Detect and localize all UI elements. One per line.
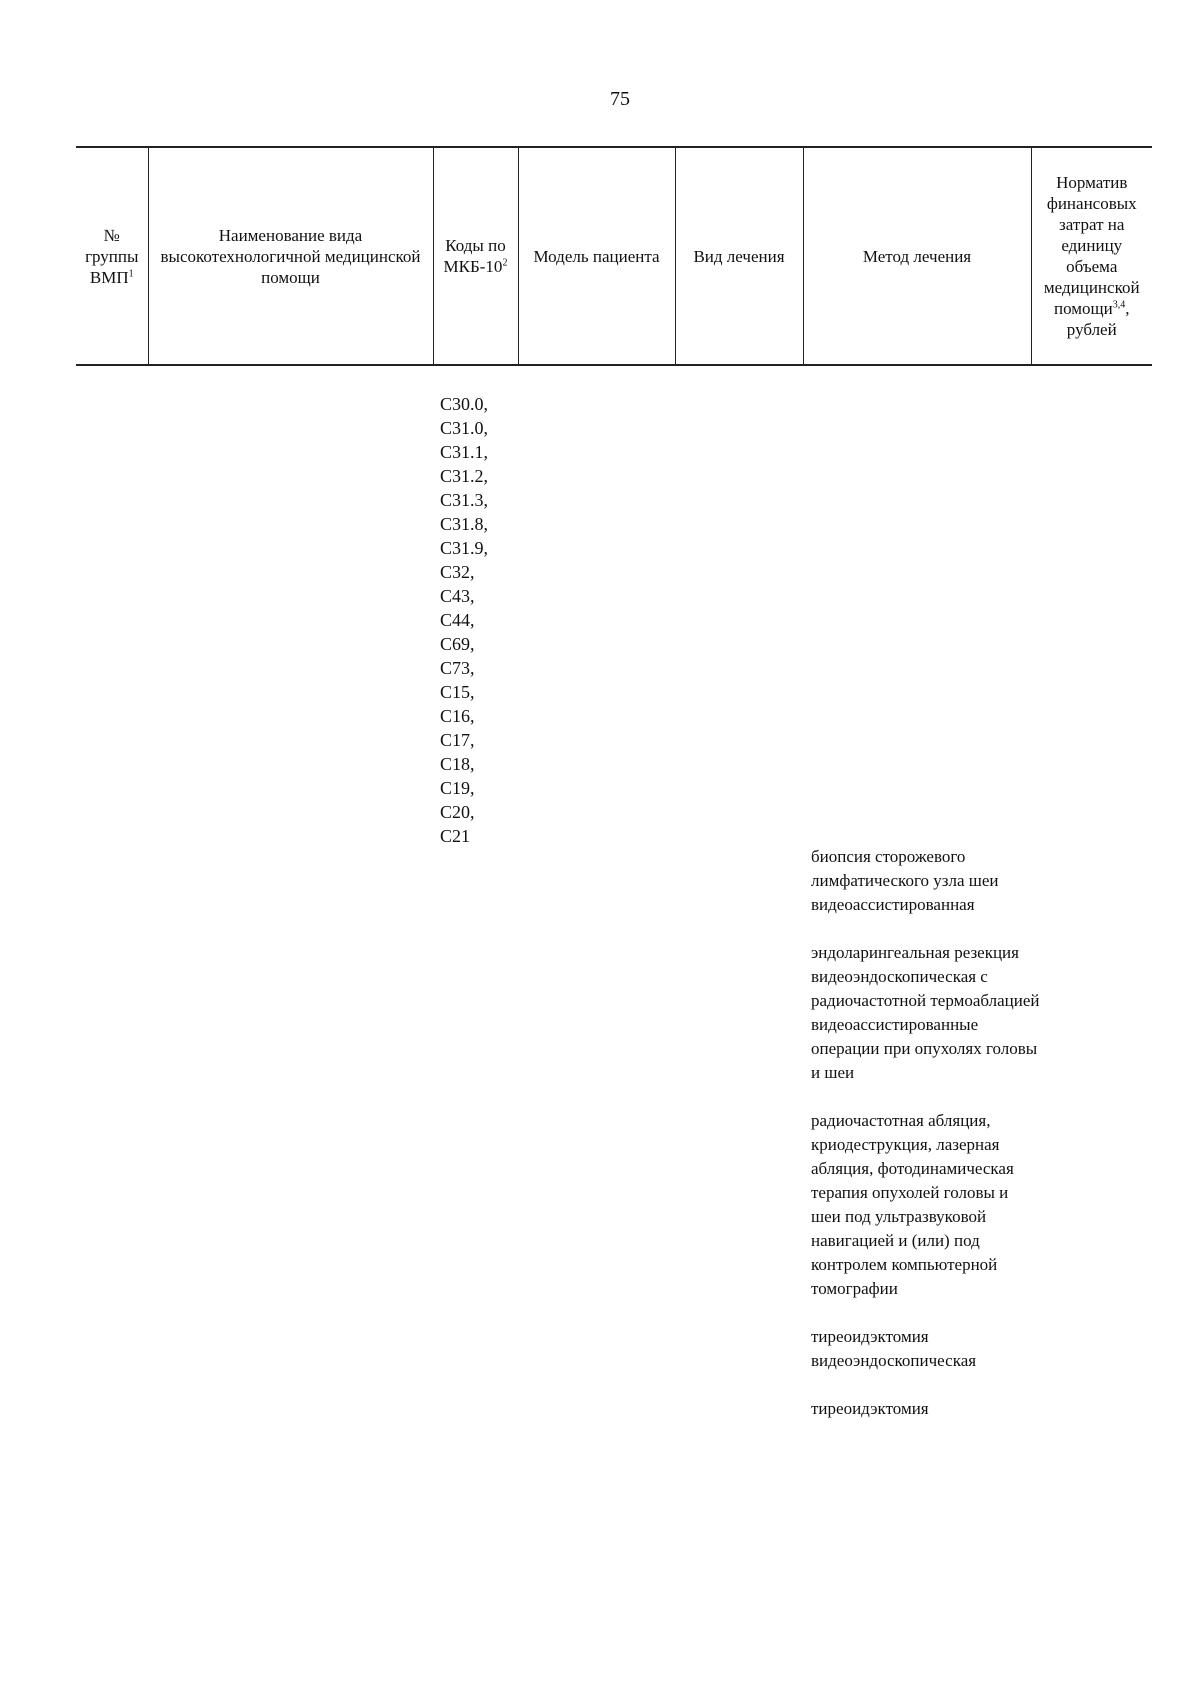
- treatment-method: биопсия сторожевого лимфатического узла шеи видеоассистированная: [811, 847, 999, 914]
- treatment-method: тиреоидэктомия: [811, 1399, 929, 1418]
- icd-codes-list: [440, 392, 488, 848]
- icd-code: C31.8,: [440, 514, 489, 534]
- icd-code: C31.3,: [440, 490, 489, 510]
- icd-code: C18,: [440, 754, 475, 774]
- header-treatment-type: Вид лечения: [675, 147, 803, 365]
- icd-code: C16,: [440, 706, 475, 726]
- icd-code: C31.0,: [440, 418, 489, 438]
- treatment-methods-list: [811, 845, 1041, 1445]
- header-treatment-method: Метод лечения: [803, 147, 1031, 365]
- icd-code: C31.1,: [440, 442, 489, 462]
- icd-code: C20,: [440, 802, 475, 822]
- icd-code: C44,: [440, 610, 475, 630]
- page-number: 75: [610, 88, 630, 110]
- treatment-method: радиочастотная абляция, криодеструкция, лазерная абляция, фотодинамическая терапия опухолей головы и шеи под ультразвуковой навигацией и (или) под контролем компьютерной томографии: [811, 1111, 1014, 1298]
- icd-code: C31.2,: [440, 466, 489, 486]
- icd-code: C19,: [440, 778, 475, 798]
- icd-code: C73,: [440, 658, 475, 678]
- icd-code: C30.0,: [440, 394, 489, 414]
- treatment-method: тиреоидэктомия видеоэндоскопическая: [811, 1327, 977, 1370]
- header-icd-codes: Коды по МКБ-$10^2$: [433, 147, 518, 365]
- treatment-method: эндоларингеальная резекция видеоэндоскопическая с радиочастотной термоаблацией видеоассистированные операции при опухолях головы и шеи: [811, 943, 1040, 1082]
- icd-code: C31.9,: [440, 538, 489, 558]
- icd-code: C43,: [440, 586, 475, 606]
- icd-code: C17,: [440, 730, 475, 750]
- icd-code: C21: [440, 826, 471, 846]
- header-care-type-name: Наименование вида высокотехнологичной медицинской помощи: [148, 147, 433, 365]
- header-cost-norm: Норматив финансовых затрат на единицу объема медицинской помощи$^{3,4}$, рублей: [1031, 147, 1152, 365]
- icd-code: C15,: [440, 682, 475, 702]
- header-group-number: № группы ВМП$^1$: [76, 147, 148, 365]
- header-patient-model: Модель пациента: [518, 147, 675, 365]
- icd-code: C32,: [440, 562, 475, 582]
- table-header: [76, 146, 1152, 366]
- icd-code: C69,: [440, 634, 475, 654]
